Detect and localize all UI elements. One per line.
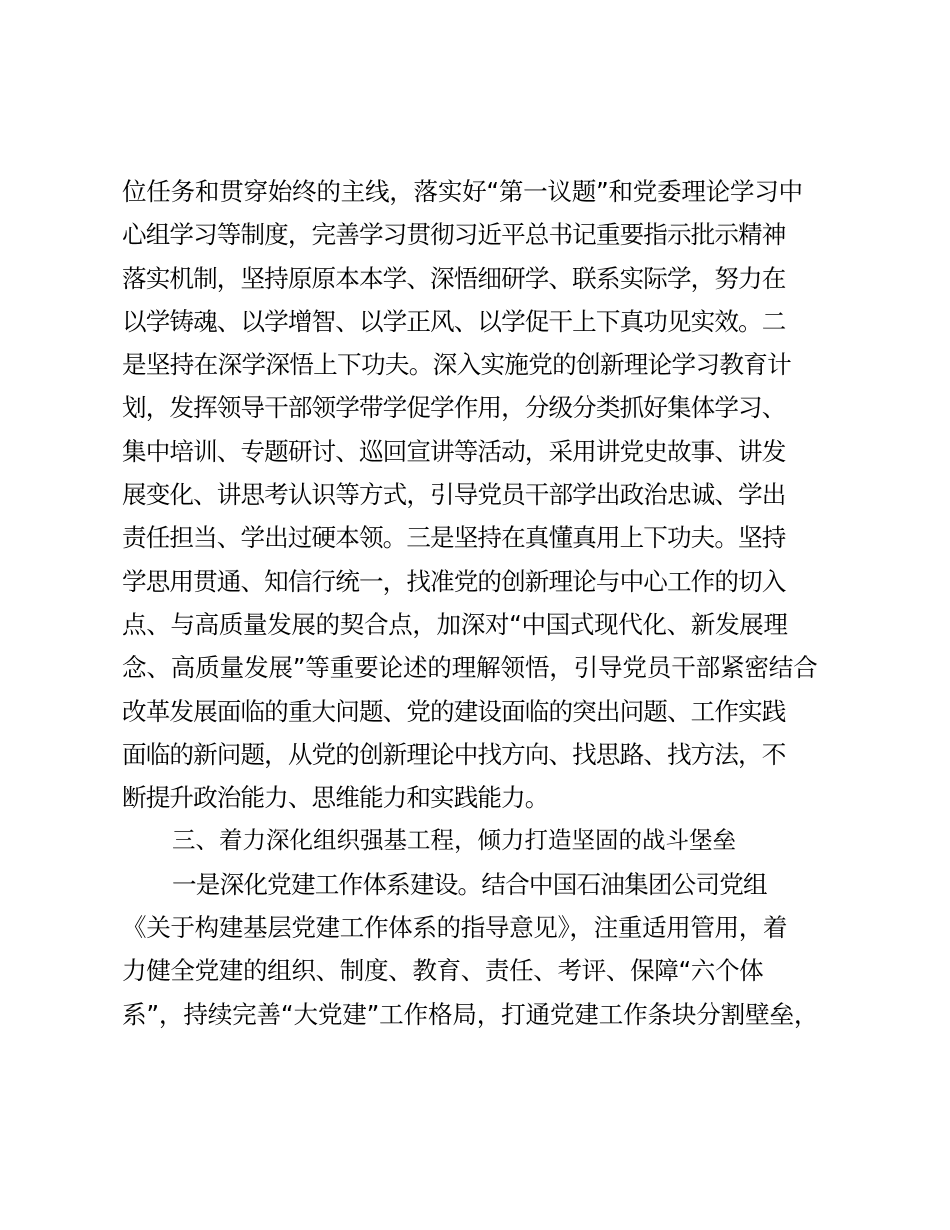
- text-line: 《关于构建基层党建工作体系的指导意见》，注重适用管用，着: [122, 913, 788, 943]
- text-line: 系”，持续完善“大党建”工作格局，打通党建工作条块分割壁垒，: [122, 999, 819, 1029]
- text-line: 改革发展面临的重大问题、党的建设面临的突出问题、工作实践: [122, 696, 786, 726]
- text-line: 面临的新问题，从党的创新理论中找方向、找思路、找方法，不: [122, 739, 786, 769]
- section-heading: 三、着力深化组织强基工程，倾力打造坚固的战斗堡垒: [172, 826, 736, 855]
- text-line: 是坚持在深学深悟上下功夫。深入实施党的创新理论学习教育计: [122, 350, 792, 380]
- text-line: 划，发挥领导干部领学带学促学作用，分级分类抓好集体学习、: [122, 393, 786, 423]
- text-line: 以学铸魂、以学增智、以学正风、以学促干上下真功见实效。二: [122, 306, 786, 336]
- text-line: 落实机制，坚持原原本本学、深悟细研学、联系实际学，努力在: [122, 263, 786, 293]
- document-body: [122, 170, 834, 1036]
- text-line: 心组学习等制度，完善学习贯彻习近平总书记重要指示批示精神: [122, 220, 786, 250]
- paragraph-first-line: 一是深化党建工作体系建设。结合中国石油集团公司党组: [172, 869, 767, 899]
- text-line: 学思用贯通、知信行统一，找准党的创新理论与中心工作的切入: [122, 566, 786, 596]
- text-line: 展变化、讲思考认识等方式，引导党员干部学出政治忠诚、学出: [122, 480, 786, 510]
- text-line: 点、与高质量发展的契合点，加深对“中国式现代化、新发展理: [122, 609, 788, 639]
- text-line: 责任担当、学出过硬本领。三是坚持在真懂真用上下功夫。坚持: [122, 523, 786, 553]
- text-line: 断提升政治能力、思维能力和实践能力。: [122, 783, 549, 813]
- text-line: 念、高质量发展”等重要论述的理解领悟，引导党员干部紧密结合: [122, 653, 818, 683]
- text-line: 集中培训、专题研讨、巡回宣讲等活动，采用讲党史故事、讲发: [122, 436, 786, 466]
- text-line: 位任务和贯穿始终的主线，落实好“第一议题”和党委理论学习中: [122, 177, 803, 206]
- text-line: 力健全党建的组织、制度、教育、责任、考评、保障“六个体: [122, 956, 764, 986]
